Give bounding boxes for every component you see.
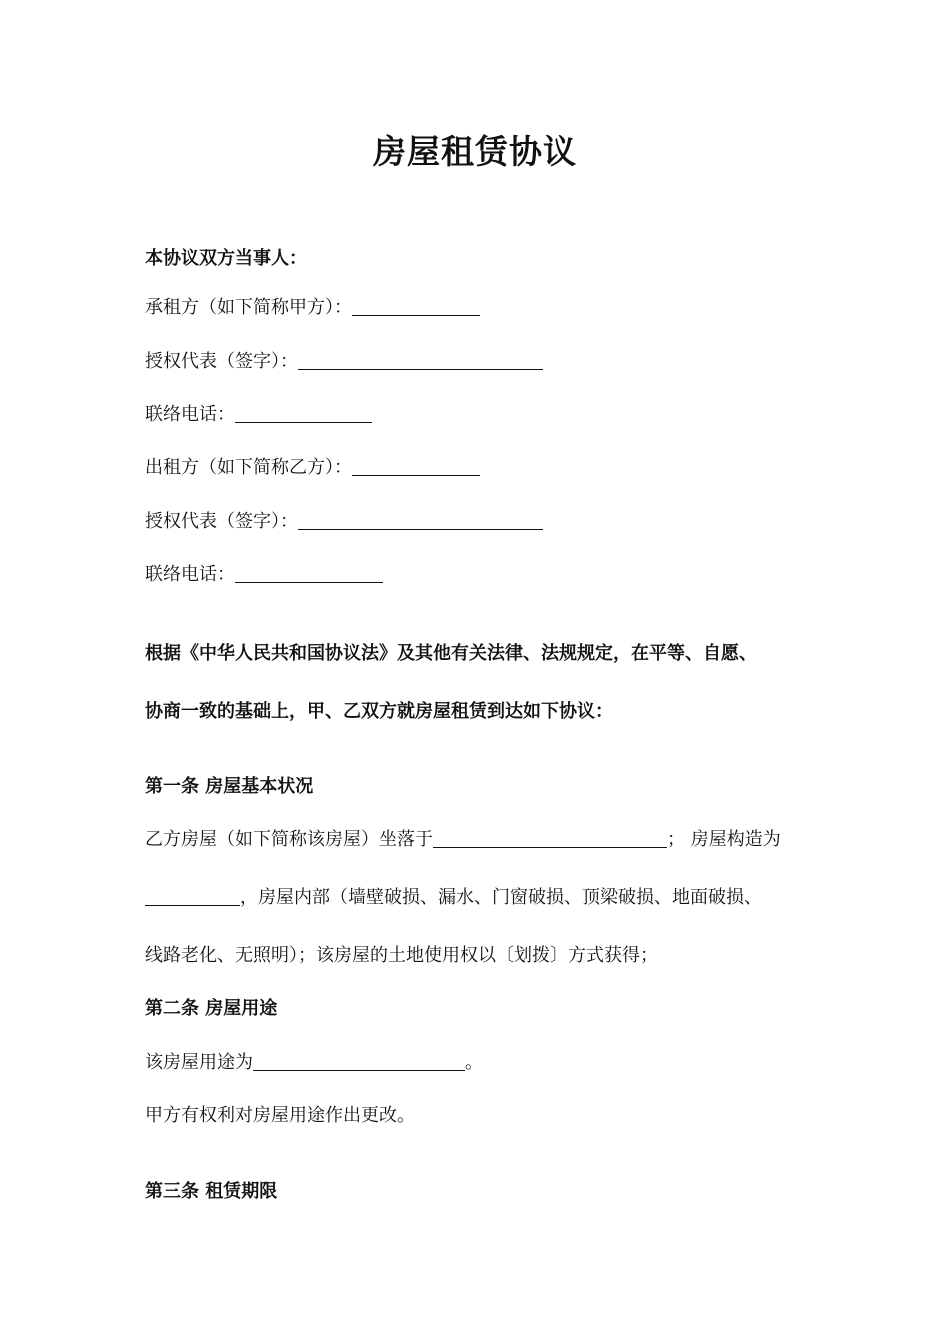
preamble-line-1: 根据《中华人民共和国协议法》及其他有关法律、法规规定，在平等、自愿、 [145, 643, 757, 664]
party-a-phone-line [145, 403, 372, 427]
party-b-phone-label: 联络电话： [145, 564, 235, 585]
location-blank[interactable] [433, 829, 667, 848]
party-a-phone-label: 联络电话： [145, 404, 235, 425]
article-1-line-3: 线路老化、无照明）；该房屋的土地使用权以〔划拨〕方式获得； [145, 945, 658, 966]
parties-heading: 本协议双方当事人： [145, 248, 307, 269]
structure-blank[interactable] [145, 887, 240, 906]
location-label: 乙方房屋（如下简称该房屋）坐落于 [145, 829, 433, 850]
party-a-rep-line [145, 350, 543, 374]
party-b-label: 出租方（如下简称乙方）： [145, 457, 352, 478]
preamble-line-2: 协商一致的基础上，甲、乙双方就房屋租赁到达如下协议： [145, 701, 613, 722]
usage-label: 该房屋用途为 [145, 1052, 253, 1073]
article-2-title: 第二条 房屋用途 [145, 998, 278, 1019]
article-2-line-2: 甲方有权利对房屋用途作出更改。 [145, 1105, 415, 1126]
party-b-line [145, 456, 480, 480]
party-b-rep-label: 授权代表（签字）： [145, 511, 298, 532]
document-title: 房屋租赁协议 [373, 132, 577, 171]
party-a-label: 承租方（如下简称甲方）： [145, 297, 352, 318]
article-1-line-1 [145, 828, 781, 852]
party-b-blank[interactable] [352, 457, 480, 476]
party-a-signature-blank[interactable] [298, 351, 543, 370]
usage-period: 。 [465, 1052, 483, 1073]
article-3-title: 第三条 租赁期限 [145, 1181, 278, 1202]
party-a-phone-blank[interactable] [235, 404, 372, 423]
usage-blank[interactable] [253, 1052, 465, 1071]
article-1-title: 第一条 房屋基本状况 [145, 776, 314, 797]
party-b-phone-blank[interactable] [235, 564, 383, 583]
structure-label: ； 房屋构造为 [667, 829, 781, 850]
party-a-rep-label: 授权代表（签字）： [145, 351, 298, 372]
party-b-phone-line [145, 563, 383, 587]
article-1-line-2 [145, 886, 762, 910]
party-a-line [145, 296, 480, 320]
party-a-blank[interactable] [352, 297, 480, 316]
interior-text: ，房屋内部（墙壁破损、漏水、门窗破损、顶梁破损、地面破损、 [240, 887, 762, 908]
article-2-line-1 [145, 1051, 483, 1075]
party-b-rep-line [145, 510, 543, 534]
party-b-signature-blank[interactable] [298, 511, 543, 530]
